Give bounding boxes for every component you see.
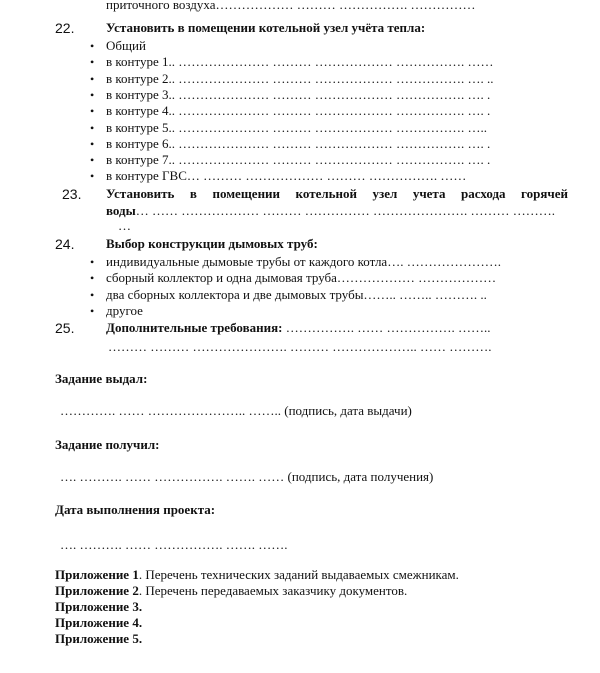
list-item: другое [106, 302, 143, 318]
issued-signature-line [60, 403, 412, 419]
section-25-dots: ……………. …… ……………. …….. [285, 320, 491, 335]
section-number-23: 23. [62, 186, 82, 202]
list-item: в контуре 4.. ………………… ……… ……………… ……………. …. . [106, 103, 491, 119]
bullet-icon: • [90, 287, 95, 302]
section-23-line3: … [118, 218, 131, 233]
bullet-icon: • [90, 136, 95, 151]
list-item: в контуре 2.. ………………… ……… ……………… ……………. …. .. [106, 70, 494, 86]
bullet-icon: • [90, 303, 95, 318]
section-number-24: 24. [55, 236, 75, 252]
section-25-title: Дополнительные требования: [106, 320, 283, 335]
appendix-row [55, 615, 142, 631]
appendix-label: Приложение 2 [55, 583, 139, 598]
bullet-icon: • [90, 104, 95, 119]
bullet-icon: • [90, 255, 95, 269]
completion-dots: …. ………. …… ……………. ……. ……. [60, 537, 288, 552]
appendix-label: Приложение 3. [55, 599, 143, 614]
section-number-25: 25. [55, 320, 75, 336]
received-dots: …. ………. …… ……………. ……. …… [60, 469, 285, 484]
section-23-title: Установить в помещении котельной узел учета расхода горячей [106, 186, 568, 201]
list-item: индивидуальные дымовые трубы от каждого котла…. …………………. [106, 254, 501, 269]
list-item: Общий [106, 38, 146, 53]
bullet-icon: • [90, 120, 95, 135]
list-item: в контуре 7.. ………………… ……… ……………… ……………. …. . [106, 152, 491, 168]
issued-label: Задание выдал: [55, 371, 148, 386]
received-signature-line [60, 469, 433, 485]
received-label: Задание получил: [55, 437, 160, 452]
bullet-icon: • [90, 153, 95, 168]
appendix-row [55, 583, 407, 599]
appendix-row [55, 631, 142, 647]
list-item: сборный коллектор и одна дымовая труба……………… ……………… [106, 270, 497, 286]
section-25-line1 [106, 320, 490, 336]
appendix-label: Приложение 4. [55, 615, 143, 630]
bullet-icon: • [90, 55, 95, 70]
bullet-icon: • [90, 71, 95, 86]
section-22-title: Установить в помещении котельной узел учёта тепла: [106, 20, 426, 35]
bullet-icon: • [90, 271, 95, 286]
list-item: в контуре 3.. ………………… ……… ……………… ……………. …. . [106, 86, 491, 102]
section-24-title: Выбор конструкции дымовых труб: [106, 236, 318, 251]
appendix-row [55, 599, 142, 615]
appendix-row [55, 567, 459, 583]
received-note: (подпись, дата получения) [287, 469, 434, 484]
list-item: в контуре 1.. ………………… ……… ……………… ……………. …… [106, 54, 494, 70]
section-23-dots: … …… ……………… ……… …………… …………………. ……… ………. [135, 203, 556, 218]
appendix-text: . Перечень передаваемых заказчику документов. [138, 583, 408, 598]
section-23-line2 [106, 203, 555, 219]
bullet-icon: • [90, 169, 95, 184]
list-item: в контуре 6.. ………………… ……… ……………… ……………. …. . [106, 135, 491, 151]
section-25-line2: ……… ……… …………………. ……… ……………….. …… ………. [108, 339, 492, 354]
list-item: в контуре ГВС… ……… ……………… ……… ……………. …… [106, 168, 467, 184]
appendix-text: . Перечень технических заданий выдаваемых смежникам. [138, 567, 459, 582]
appendix-label: Приложение 5. [55, 631, 143, 646]
section-number-22: 22. [55, 20, 75, 36]
continued-text: приточного воздуха……………… ……… ……………. …………… [106, 0, 476, 12]
list-item: два сборных коллектора и две дымовых трубы…….. …….. ………. .. [106, 286, 487, 302]
bullet-icon: • [90, 39, 95, 53]
bullet-icon: • [90, 87, 95, 102]
completion-label: Дата выполнения проекта: [55, 502, 216, 517]
issued-note: (подпись, дата выдачи) [284, 403, 412, 418]
issued-dots: …………. …… ………………….. …….. [60, 403, 281, 418]
appendix-label: Приложение 1 [55, 567, 139, 582]
list-item: в контуре 5.. ………………… ……… ……………… ……………. ….. [106, 119, 488, 135]
section-23-title-end: воды [106, 203, 136, 218]
